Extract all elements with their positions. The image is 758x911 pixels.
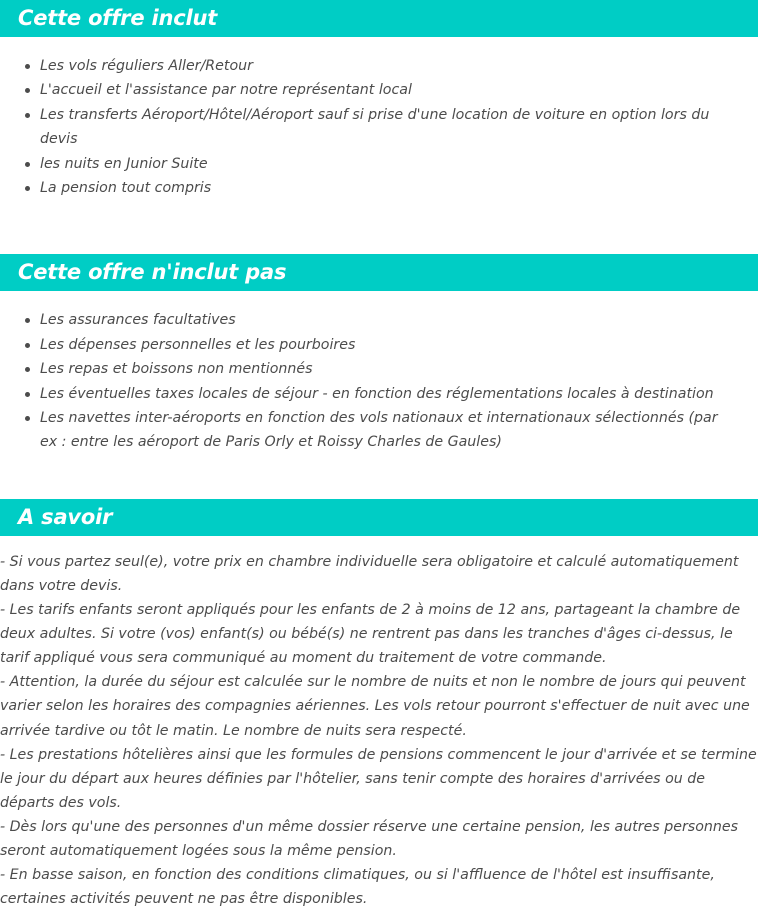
list-item: Les dépenses personnelles et les pourboires <box>0 333 758 357</box>
note-paragraph: - Les tarifs enfants seront appliqués pour les enfants de 2 à moins de 12 ans, partageant la chambre de deux adultes. Si votre (vos) enfant(s) ou bébé(s) ne rentrent pas dans les tranches d'âges ci-dessus, le tarif appliqué vous sera communiqué au moment du traitement de votre commande. <box>0 602 741 667</box>
list-item: Les transferts Aéroport/Hôtel/Aéroport sauf si prise d'une location de voiture en option lors du devis <box>0 103 758 152</box>
note-paragraph: - Dès lors qu'une des personnes d'un même dossier réserve une certaine pension, les autres personnes seront automatiquement logées sous la même pension. <box>0 818 738 859</box>
includes-list <box>0 54 758 200</box>
section-spacer <box>0 455 758 499</box>
section-header-includes <box>0 0 758 37</box>
list-item: La pension tout compris <box>0 176 758 200</box>
note-paragraph: - Si vous partez seul(e), votre prix en chambre individuelle sera obligatoire et calculé automatiquement dans votre devis. <box>0 553 739 594</box>
list-item: Les assurances facultatives <box>0 308 758 332</box>
section-header-excludes <box>0 254 758 291</box>
includes-list-container <box>0 37 758 200</box>
list-item: Les repas et boissons non mentionnés <box>0 357 758 381</box>
note-paragraph: - Les prestations hôtelières ainsi que les formules de pensions commencent le jour d'arrivée et se termine le jour du départ aux heures définies par l'hôtelier, sans tenir compte des horaires d'arrivées ou de départs des vols. <box>0 746 757 811</box>
excludes-list <box>0 308 758 454</box>
list-item: Les éventuelles taxes locales de séjour - en fonction des réglementations locales à destination <box>0 382 758 406</box>
section-title-includes: Cette offre inclut <box>18 6 218 30</box>
section-title-good-to-know: A savoir <box>18 504 113 529</box>
list-item: Les vols réguliers Aller/Retour <box>0 54 758 78</box>
note-paragraph: - Attention, la durée du séjour est calculée sur le nombre de nuits et non le nombre de jours qui peuvent varier selon les horaires des compagnies aériennes. Les vols retour pourront s'effectuer de nuit avec une arrivée tardive ou tôt le matin. Le nombre de nuits sera respecté. <box>0 674 750 739</box>
excludes-list-container <box>0 291 758 454</box>
good-to-know-notes <box>0 536 758 911</box>
section-spacer <box>0 200 758 254</box>
section-title-excludes: Cette offre n'inclut pas <box>18 260 287 285</box>
note-paragraph: - En basse saison, en fonction des conditions climatiques, ou si l'affluence de l'hôtel est insuffisante, certaines activités peuvent ne pas être disponibles. <box>0 867 715 908</box>
list-item: les nuits en Junior Suite <box>0 152 758 176</box>
section-header-good-to-know <box>0 499 758 536</box>
list-item: Les navettes inter-aéroports en fonction des vols nationaux et internationaux sélectionnés (par ex : entre les aéroport de Paris Orly et Roissy Charles de Gaules) <box>0 406 758 455</box>
list-item: L'accueil et l'assistance par notre représentant local <box>0 78 758 102</box>
